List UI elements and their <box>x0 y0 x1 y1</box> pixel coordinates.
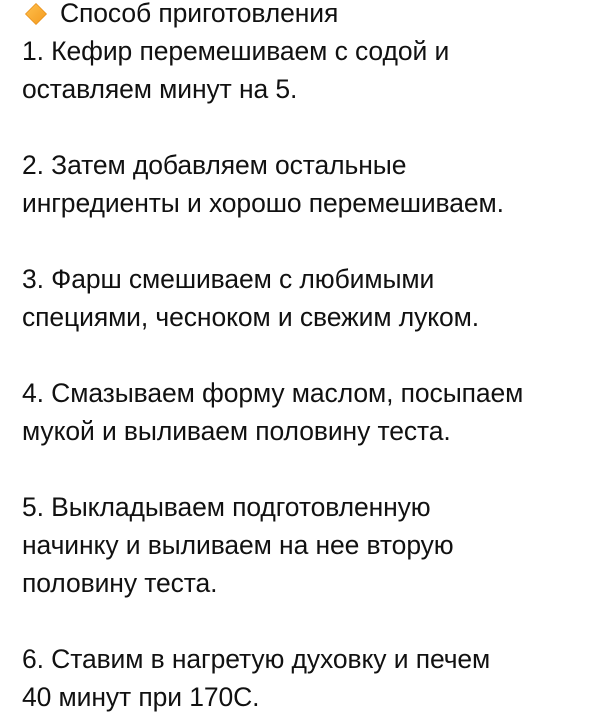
step-5 <box>22 488 592 602</box>
section-heading <box>22 0 592 32</box>
step-1 <box>22 32 592 108</box>
step-6 <box>22 640 592 716</box>
step-text-line: 40 минут при 170С. <box>22 682 260 712</box>
step-2 <box>22 146 592 222</box>
section-title: Способ приготовления <box>60 0 339 28</box>
step-text-line: 6. Ставим в нагретую духовку и печем <box>22 644 491 674</box>
step-text-line: 3. Фарш смешиваем с любимыми <box>22 264 435 294</box>
step-text-line: 2. Затем добавляем остальные <box>22 150 407 180</box>
step-text-line: 4. Смазываем форму маслом, посыпаем <box>22 378 524 408</box>
step-4 <box>22 374 592 450</box>
step-text-line: 1. Кефир перемешиваем с содой и <box>22 36 450 66</box>
step-text-line: специями, чесноком и свежим луком. <box>22 302 480 332</box>
step-text-line: оставляем минут на 5. <box>22 74 298 104</box>
step-text-line: половину теста. <box>22 568 218 598</box>
step-text-line: начинку и выливаем на нее вторую <box>22 530 454 560</box>
step-text-line: ингредиенты и хорошо перемешиваем. <box>22 188 504 218</box>
step-3 <box>22 260 592 336</box>
recipe-method <box>22 0 592 716</box>
orange-diamond-icon <box>24 2 48 26</box>
step-text-line: 5. Выкладываем подготовленную <box>22 492 431 522</box>
step-text-line: мукой и выливаем половину теста. <box>22 416 451 446</box>
